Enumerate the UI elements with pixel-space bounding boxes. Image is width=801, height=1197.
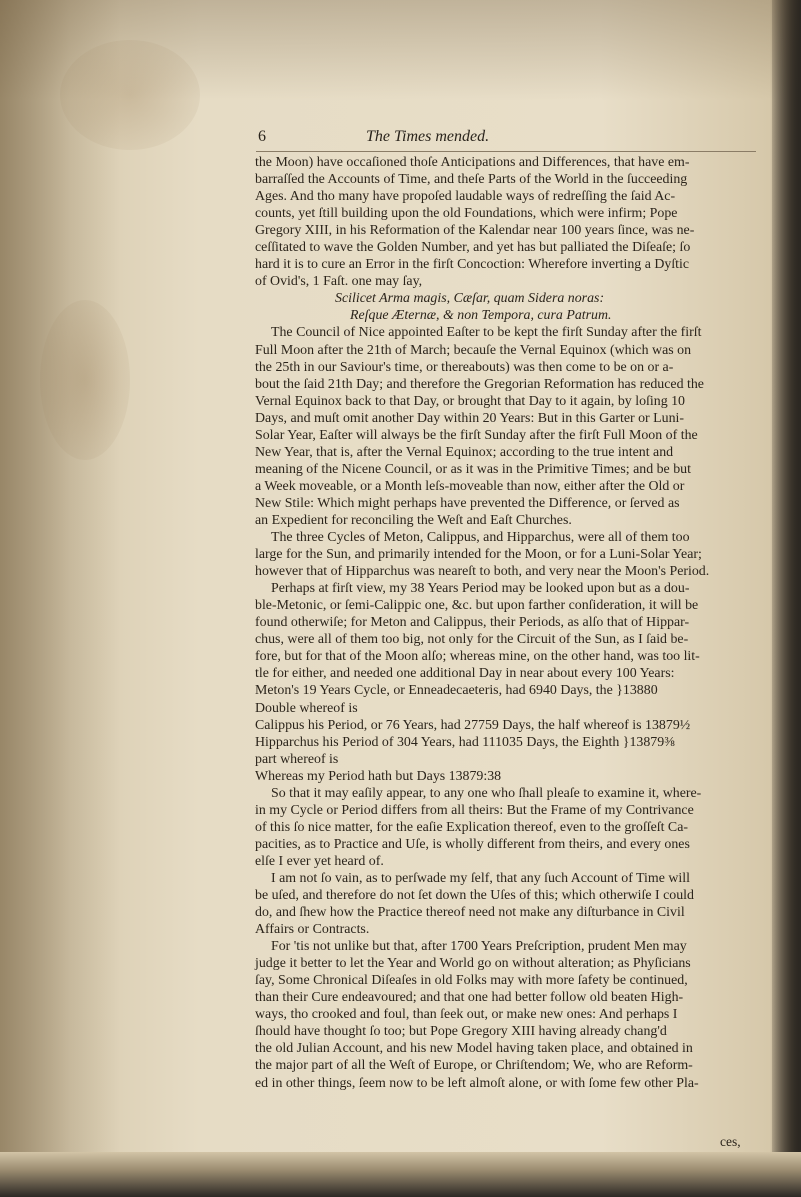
verse-line: Scilicet Arma magis, Cæſar, quam Sidera noras: — [335, 291, 605, 307]
text-line: Gregory XIII, in his Reformation of the Kalendar near 100 years ſince, was ne- — [255, 223, 695, 239]
text-line: I am not ſo vain, as to perſwade my ſelf, that any ſuch Account of Time will — [271, 870, 690, 886]
text-line: tle for either, and needed one additional Day in near about every 100 Years: — [255, 666, 675, 682]
text-line: ſhould have thought ſo too; but Pope Gregory XIII having already chang'd — [255, 1024, 667, 1040]
body-text — [255, 154, 763, 1092]
running-title: The Times mended. — [366, 128, 490, 145]
text-line: than their Cure endeavoured; and that one had better follow old beaten High- — [255, 990, 684, 1006]
text-line: counts, yet ſtill building upon the old Foundations, which were infirm; Pope — [255, 206, 678, 222]
text-line: of this ſo nice matter, for the eaſie Explication thereof, even to the groſſeſt Ca- — [255, 819, 688, 835]
text-line: Full Moon after the 21th of March; becauſe the Vernal Equinox (which was on — [255, 342, 692, 358]
text-line: Perhaps at firſt view, my 38 Years Period may be looked upon but as a dou- — [271, 581, 690, 597]
text-line: be uſed, and therefore do not ſet down the Uſes of this; which otherwiſe I could — [255, 888, 694, 904]
header-rule — [256, 151, 756, 152]
text-line: a Week moveable, or a Month leſs-moveable than now, either after the Old or — [255, 478, 685, 494]
text-line: the Moon) have occaſioned thoſe Anticipations and Differences, that have em- — [255, 155, 690, 170]
text-line: ed in other things, ſeem now to be left almoſt alone, or with ſome few other Pla- — [255, 1075, 699, 1091]
text-line: the old Julian Account, and his new Model having taken place, and obtained in — [255, 1041, 693, 1057]
text-line: elſe I ever yet heard of. — [255, 853, 384, 869]
text-line: part whereof is — [255, 751, 339, 767]
text-line: in my Cycle or Period differs from all theirs: But the Frame of my Contrivance — [255, 802, 694, 818]
text-line: however that of Hipparchus was neareſt to both, and very near the Moon's Period. — [255, 564, 710, 580]
text-line: New Stile: Which might perhaps have prevented the Difference, or ſerved as — [255, 495, 680, 511]
text-line: ſay, Some Chronical Diſeaſes in old Folks may with more ſafety be continued, — [255, 973, 688, 989]
text-line: of Ovid's, 1 Faſt. one may ſay, — [255, 274, 423, 290]
text-line: For 'tis not unlike but that, after 1700 Years Preſcription, prudent Men may — [271, 939, 687, 955]
text-line: hard it is to cure an Error in the firſt Concoction: Wherefore inverting a Dyſtic — [255, 257, 690, 273]
text-line: Solar Year, Eaſter will always be the firſt Sunday after the firſt Full Moon of the — [255, 427, 698, 443]
text-line: chus, were all of them too big, not only for the Circuit of the Sun, as I ſaid be- — [255, 632, 689, 648]
text-line: ble-Metonic, or ſemi-Calippic one, &c. but upon farther conſideration, it will be — [255, 598, 699, 614]
page-edge — [772, 0, 801, 1197]
text-line: pacities, as to Practice and Uſe, is wholly different from theirs, and every ones — [255, 836, 690, 852]
text-line: The Council of Nice appointed Eaſter to be kept the firſt Sunday after the firſt — [271, 325, 702, 341]
text-line: Meton's 19 Years Cycle, or Enneadecaeteris, had 6940 Days, the }13880 — [255, 683, 658, 699]
verse-line: Reſque Æternæ, & non Tempora, cura Patrum. — [350, 308, 612, 324]
paper-stain — [40, 300, 130, 460]
text-line: bout the ſaid 21th Day; and therefore the Gregorian Reformation has reduced the — [255, 376, 704, 392]
text-line: Double whereof is — [255, 700, 358, 716]
text-line: Calippus his Period, or 76 Years, had 27759 Days, the half whereof is 13879½ — [255, 717, 691, 733]
text-line: New Year, that is, after the Vernal Equinox; according to the true intent and — [255, 444, 674, 460]
text-line: fore, but for that of the Moon alſo; whereas mine, on the other hand, was too lit- — [255, 649, 700, 665]
text-line: judge it better to let the Year and World go on without alteration; as Phyſicians — [255, 956, 691, 972]
text-line: an Expedient for reconciling the Weſt and Eaſt Churches. — [255, 512, 572, 528]
text-line: meaning of the Nicene Council, or as it was in the Primitive Times; and be but — [255, 461, 691, 477]
text-line: do, and ſhew how the Practice thereof need not make any diſturbance in Civil — [255, 905, 685, 921]
text-line: ways, tho crooked and foul, than ſeek out, or make new ones: And perhaps I — [255, 1007, 678, 1023]
text-line: large for the Sun, and primarily intended for the Moon, or for a Luni-Solar Year; — [255, 547, 702, 563]
text-line: found otherwiſe; for Meton and Calippus, their Periods, as alſo that of Hippar- — [255, 615, 690, 631]
page-number: 6 — [258, 128, 266, 145]
paper-stain — [60, 40, 200, 150]
text-line: Days, and muſt omit another Day within 20 Years: But in this Garter or Luni- — [255, 410, 685, 426]
text-line: barraſſed the Accounts of Time, and theſe Parts of the World in the ſucceeding — [255, 172, 688, 188]
text-line: So that it may eaſily appear, to any one who ſhall pleaſe to examine it, where- — [271, 785, 702, 801]
text-line: ceſſitated to wave the Golden Number, and yet has but palliated the Diſeaſe; ſo — [255, 240, 691, 256]
text-line: Affairs or Contracts. — [255, 922, 370, 938]
text-line: Hipparchus his Period of 304 Years, had 111035 Days, the Eighth }13879⅜ — [255, 734, 675, 750]
text-line: Whereas my Period hath but Days 13879:38 — [255, 768, 502, 784]
gutter-shadow — [0, 0, 120, 1197]
text-line: the major part of all the Weſt of Europe, or Chriſtendom; We, who are Reform- — [255, 1058, 693, 1074]
text-line: The three Cycles of Meton, Calippus, and Hipparchus, were all of them too — [271, 530, 690, 546]
text-line: Vernal Equinox back to that Day, or brought that Day to it again, by loſing 10 — [255, 393, 686, 409]
catchword: ces, — [720, 1134, 741, 1149]
page-bottom-edge — [0, 1152, 801, 1197]
text-line: Ages. And tho many have propoſed laudable ways of redreſſing the ſaid Ac- — [255, 189, 676, 205]
text-line: the 25th in our Saviour's time, or thereabouts) was then come to be on or a- — [255, 359, 674, 375]
